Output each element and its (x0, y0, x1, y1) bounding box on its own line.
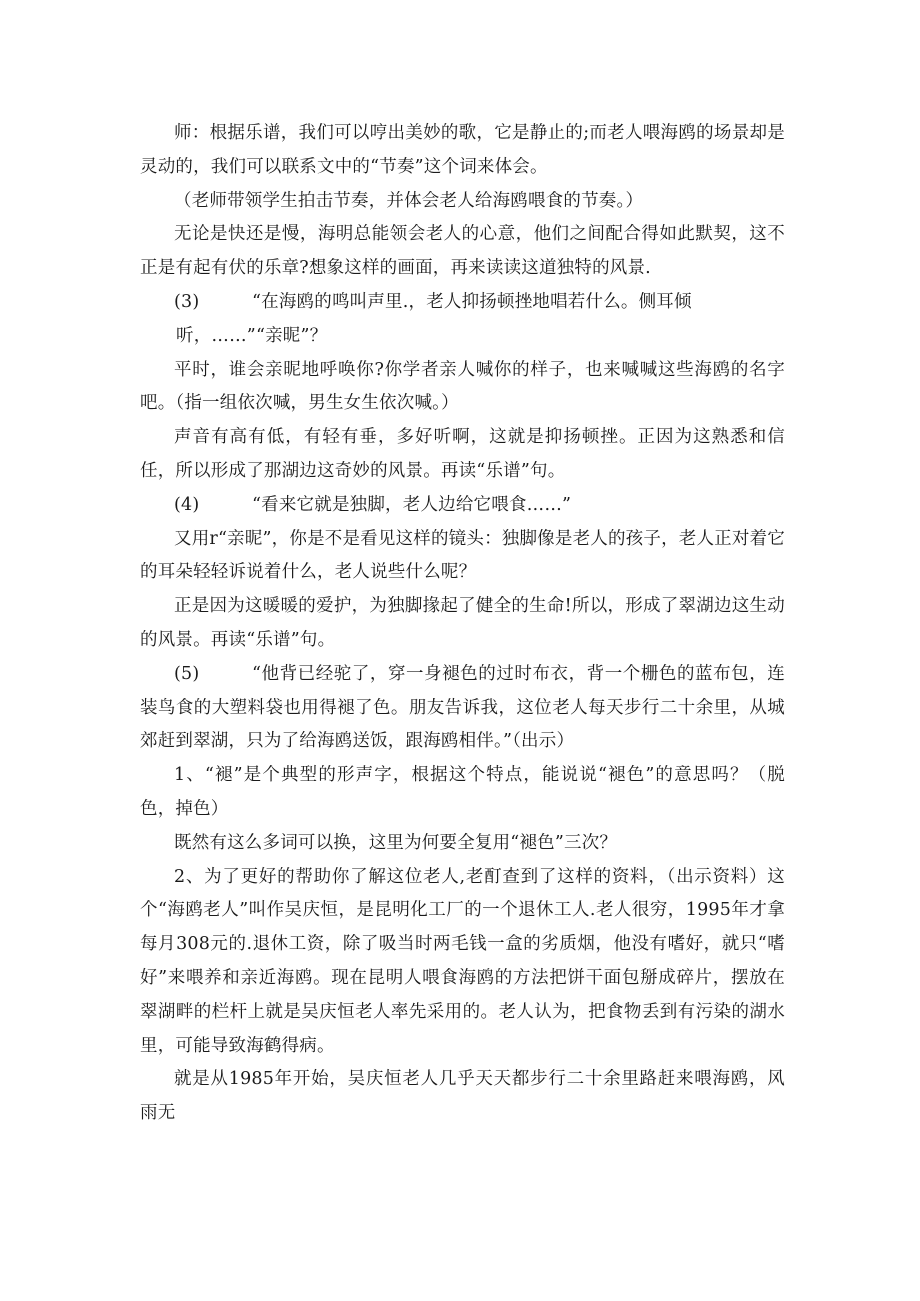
paragraph-teacher-intro: 师：根据乐谱，我们可以哼出美妙的歌，它是静止的;而老人喂海鸥的场景却是灵动的，我们可以联系文中的“节奏”这个词来体会。 (140, 123, 785, 177)
paragraph-care: 正是因为这暖暖的爱护，为独脚掾起了健全的生命!所以，形成了翠湖边这生动的风景。再读“乐谱”句。 (140, 596, 785, 650)
item-number-5: (5) (174, 663, 200, 684)
paragraph-faded-question: 既然有这么多词可以换，这里为何要全复用“褪色”三次？ (174, 832, 618, 853)
paragraph-item-3 (140, 286, 785, 320)
item-text-4: “看来它就是独脚，老人边给它喂食……” (252, 494, 572, 515)
paragraph-item-4 (140, 489, 785, 523)
document-body (140, 117, 785, 1131)
paragraph-since-1985: 就是从1985年开始，吴庆恒老人几乎天天都步行二十余里路赶来喂海鸥，风雨无 (140, 1069, 785, 1124)
paragraph-rhythm: 无论是快还是慢，海明总能领会老人的心意，他们之间配合得如此默契，这不正是有起有伏的乐章?想象这样的画面，再来读读这道独特的风景. (140, 224, 785, 279)
paragraph-teacher-note: （老师带领学生拍击节奏，并体会老人给海鸥喂食的节奏。） (174, 190, 644, 211)
item-number-4: (4) (174, 494, 200, 515)
item-number-3: (3) (174, 291, 200, 312)
item-text-3: “在海鸥的鸣叫声里.，老人抑扬顿挫地唱若什么。侧耳倾 (252, 291, 692, 312)
item-text-5: “他背已经驼了，穿一身褪色的过时布衣，背一个栅色的蓝布包，连装鸟食的大塑料袋也用得褪了色。朋友告诉我，这位老人每天步行二十余里，从城郊赶到翠湖，只为了给海鸥送饭，跟海鸥相伴。”（出示） (140, 663, 785, 752)
paragraph-question-2: 2、为了更好的帮助你了解这位老人,老酊查到了这样的资料，（出示资料）这个“海鸥老人”叫作吴庆恒，是昆明化工厂的一个退休工人.老人很穷，1995年才拿每月308元的.退休工资，除了吸当时两毛钱一盒的劣质烟，他没有嗜好，就只“嗜好”来喂养和亲近海鸥。现在昆明人喂食海鸥的方法把饼干面包掰成碎片，摆放在翠湖畔的栏杆上就是吴庆恒老人率先采用的。老人认为，把食物丢到有污染的湖水里，可能导致海鹤得病。 (140, 866, 785, 1056)
paragraph-sound: 声音有高有低，有轻有垂，多好听啊，这就是抑扬顿挫。正因为这熟悉和信任，所以形成了那湖边这奇妙的风景。再读“乐谱”句。 (140, 427, 785, 481)
paragraph-item-5 (140, 658, 785, 759)
paragraph-call-names: 平时，谁会亲昵地呼唤你?你学者亲人喊你的样子，也来喊喊这些海鸥的名字吧。（指一组依次喊，男生女生依次喊。） (140, 359, 785, 414)
paragraph-intimate: 又用r“亲昵”，你是不是看见这样的镜头：独脚像是老人的孩子，老人正对着它的耳朵轻轻诉说着什么，老人说些什么呢？ (140, 528, 785, 583)
paragraph-item-3-continued: 听，……”“亲昵”？ (176, 325, 328, 346)
paragraph-question-1: 1、“褪”是个典型的形声字，根据这个特点，能说说“褪色”的意思吗？（脱色，掉色） (140, 765, 785, 819)
